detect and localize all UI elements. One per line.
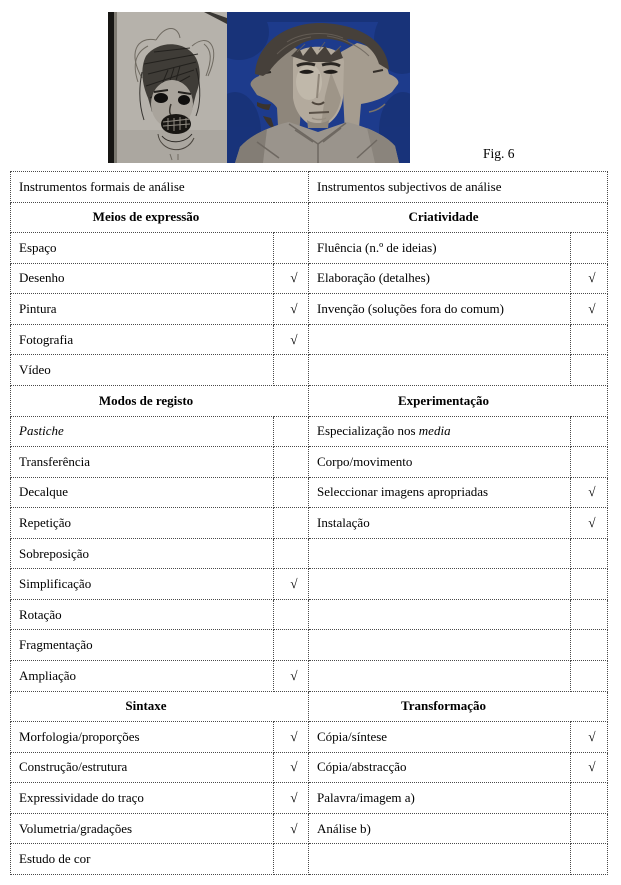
right-label-cell: Palavra/imagem a): [309, 783, 571, 814]
left-label-cell: Fotografia: [11, 324, 274, 355]
left-label-cell: Pastiche: [11, 416, 274, 447]
table-row: [11, 569, 608, 600]
left-label-cell: Fragmentação: [11, 630, 274, 661]
analysis-comparison-table: [10, 171, 608, 875]
table-row: [11, 752, 608, 783]
section-header-left: Modos de registo: [11, 385, 309, 416]
left-check-cell: [274, 416, 309, 447]
table-row: [11, 722, 608, 753]
pencil-sketch-image: [108, 12, 227, 163]
table-row: [11, 324, 608, 355]
left-label-cell: Pintura: [11, 294, 274, 325]
left-check-cell: √: [274, 661, 309, 692]
left-check-cell: [274, 599, 309, 630]
table-row: [11, 661, 608, 692]
left-label-cell: Construção/estrutura: [11, 752, 274, 783]
right-label-cell: Corpo/movimento: [309, 447, 571, 478]
right-label-cell: [309, 324, 571, 355]
section-header-left: Sintaxe: [11, 691, 309, 722]
left-check-cell: [274, 447, 309, 478]
left-check-cell: [274, 538, 309, 569]
left-label-cell: Vídeo: [11, 355, 274, 386]
right-label-cell: [309, 630, 571, 661]
left-label-cell: Transferência: [11, 447, 274, 478]
comparison-table-body: [11, 172, 608, 875]
right-check-cell: [571, 630, 608, 661]
right-label-cell: Invenção (soluções fora do comum): [309, 294, 571, 325]
table-row: [11, 691, 608, 722]
right-check-cell: √: [571, 508, 608, 539]
right-check-cell: [571, 355, 608, 386]
left-check-cell: √: [274, 263, 309, 294]
left-check-cell: √: [274, 294, 309, 325]
left-check-cell: √: [274, 752, 309, 783]
section-header-right: Transformação: [309, 691, 608, 722]
left-check-cell: [274, 508, 309, 539]
table-row: [11, 233, 608, 264]
right-check-cell: [571, 538, 608, 569]
right-label-cell: [309, 661, 571, 692]
column-header-left: Instrumentos formais de análise: [11, 172, 309, 203]
left-label-cell: Volumetria/gradações: [11, 813, 274, 844]
left-label-cell: Morfologia/proporções: [11, 722, 274, 753]
table-row: [11, 477, 608, 508]
column-header-right: Instrumentos subjectivos de análise: [309, 172, 608, 203]
right-label-cell: Especialização nos media: [309, 416, 571, 447]
right-label-cell: [309, 355, 571, 386]
left-label-cell: Expressividade do traço: [11, 783, 274, 814]
left-check-cell: √: [274, 813, 309, 844]
table-row: [11, 355, 608, 386]
right-check-cell: [571, 416, 608, 447]
table-row: [11, 630, 608, 661]
right-check-cell: √: [571, 294, 608, 325]
left-label-cell: Espaço: [11, 233, 274, 264]
left-check-cell: [274, 630, 309, 661]
right-label-cell: Cópia/abstracção: [309, 752, 571, 783]
left-label-cell: Simplificação: [11, 569, 274, 600]
left-check-cell: [274, 355, 309, 386]
right-check-cell: [571, 844, 608, 875]
right-check-cell: [571, 599, 608, 630]
table-row: [11, 508, 608, 539]
table-row: [11, 294, 608, 325]
right-label-cell: [309, 599, 571, 630]
right-label-cell: Análise b): [309, 813, 571, 844]
left-check-cell: [274, 477, 309, 508]
table-row: [11, 172, 608, 203]
left-label-cell: Rotação: [11, 599, 274, 630]
left-check-cell: [274, 844, 309, 875]
right-label-cell: Cópia/síntese: [309, 722, 571, 753]
left-label-cell: Decalque: [11, 477, 274, 508]
section-header-left: Meios de expressão: [11, 202, 309, 233]
left-check-cell: [274, 233, 309, 264]
right-check-cell: √: [571, 477, 608, 508]
right-label-cell: Seleccionar imagens apropriadas: [309, 477, 571, 508]
section-header-right: Criatividade: [309, 202, 608, 233]
left-check-cell: √: [274, 783, 309, 814]
right-check-cell: [571, 813, 608, 844]
right-check-cell: [571, 324, 608, 355]
figure-images: [108, 12, 410, 163]
right-check-cell: [571, 661, 608, 692]
left-label-cell: Ampliação: [11, 661, 274, 692]
right-label-cell: [309, 844, 571, 875]
left-label-cell: Desenho: [11, 263, 274, 294]
table-row: [11, 263, 608, 294]
right-check-cell: [571, 569, 608, 600]
figure-caption: Fig. 6: [483, 146, 515, 161]
table-row: [11, 202, 608, 233]
table-row: [11, 447, 608, 478]
left-label-cell: Sobreposição: [11, 538, 274, 569]
right-check-cell: √: [571, 263, 608, 294]
left-check-cell: √: [274, 324, 309, 355]
table-row: [11, 844, 608, 875]
left-label-cell: Repetição: [11, 508, 274, 539]
right-check-cell: √: [571, 722, 608, 753]
left-check-cell: √: [274, 722, 309, 753]
section-header-right: Experimentação: [309, 385, 608, 416]
right-check-cell: √: [571, 752, 608, 783]
right-label-cell: [309, 569, 571, 600]
table-row: [11, 599, 608, 630]
right-label-cell: Instalação: [309, 508, 571, 539]
right-label-cell: Fluência (n.º de ideias): [309, 233, 571, 264]
left-check-cell: √: [274, 569, 309, 600]
table-row: [11, 813, 608, 844]
blue-portrait-painting-image: [227, 12, 410, 163]
left-label-cell: Estudo de cor: [11, 844, 274, 875]
right-label-cell: Elaboração (detalhes): [309, 263, 571, 294]
table-row: [11, 385, 608, 416]
right-check-cell: [571, 783, 608, 814]
right-check-cell: [571, 447, 608, 478]
table-row: [11, 416, 608, 447]
table-row: [11, 538, 608, 569]
table-row: [11, 783, 608, 814]
right-check-cell: [571, 233, 608, 264]
right-label-cell: [309, 538, 571, 569]
